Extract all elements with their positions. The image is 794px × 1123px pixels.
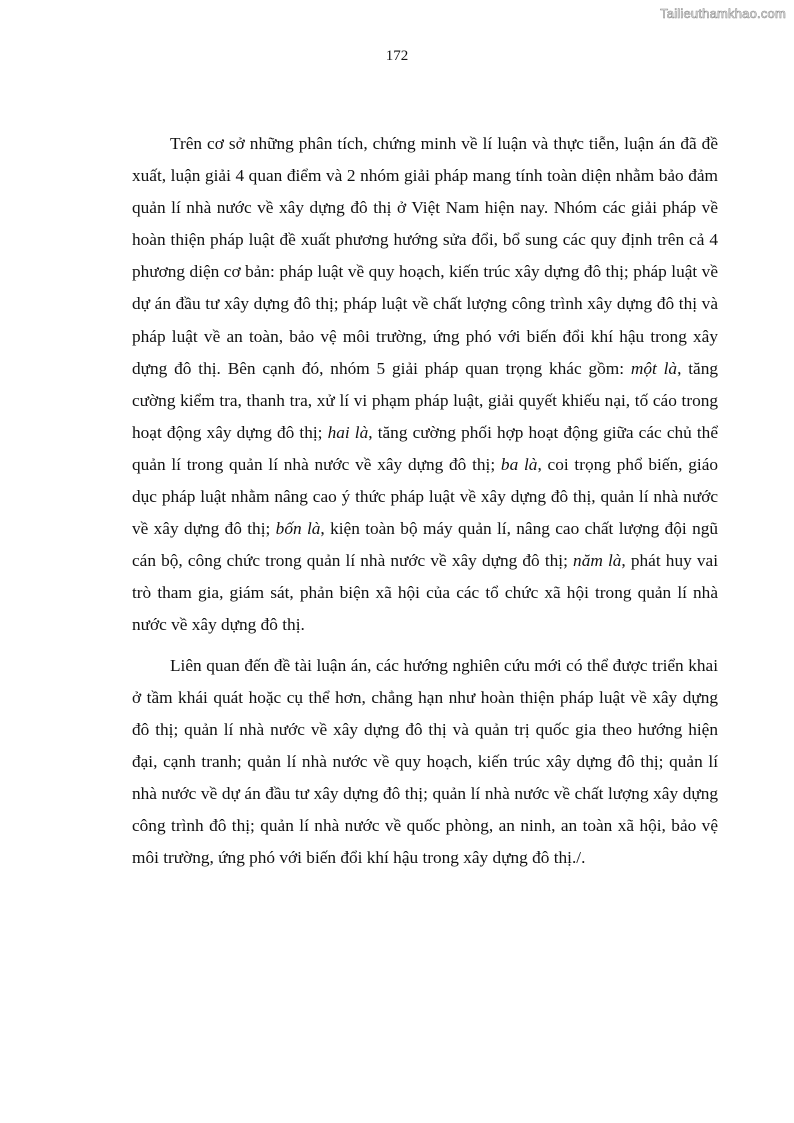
- paragraph-text: , tăng cường kiểm tra, thanh tra, xử lí vi phạm pháp luật, giải quyết khiếu nại, tố cáo trong hoạt động xây dựng đô thị;: [132, 358, 718, 442]
- paragraph-future-research: Liên quan đến đề tài luận án, các hướng nghiên cứu mới có thể được triển khai ở tầm khái quát hoặc cụ thể hơn, chẳng hạn như hoàn thiện pháp luật về xây dựng đô thị; quản lí nhà nước về xây dựng đô thị và quản trị quốc gia theo hướng hiện đại, cạnh tranh; quản lí nhà nước về quy hoạch, kiến trúc xây dựng đô thị; quản lí nhà nước về dự án đầu tư xây dựng đô thị; quản lí nhà nước về chất lượng xây dựng công trình đô thị; quản lí nhà nước về quốc phòng, an ninh, an toàn xã hội, bảo vệ môi trường, ứng phó với biến đổi khí hậu trong xây dựng đô thị./.: [132, 655, 718, 868]
- paragraph-conclusion-summary: [132, 128, 718, 642]
- paragraph-text: , phát huy vai trò tham gia, giám sát, phản biện xã hội của các tổ chức xã hội trong quản lí nhà nước về xây dựng đô thị.: [132, 551, 719, 635]
- paragraph-text: , tăng cường phối hợp hoạt động giữa các chủ thể quản lí trong quản lí nhà nước về xây dựng đô thị;: [132, 422, 718, 474]
- emphasis-mot-la: một là: [630, 358, 678, 378]
- emphasis-bon-la: bốn là: [275, 519, 321, 539]
- emphasis-hai-la: hai là: [327, 422, 369, 442]
- paragraph-text: Trên cơ sở những phân tích, chứng minh về lí luận và thực tiễn, luận án đã đề xuất, luận giải 4 quan điểm và 2 nhóm giải pháp mang tính toàn diện nhằm bảo đảm quản lí nhà nước về xây dựng đô thị ở Việt Nam hiện nay. Nhóm các giải pháp về hoàn thiện pháp luật đề xuất phương hướng sửa đổi, bổ sung các quy định trên cả 4 phương diện cơ bản: pháp luật về quy hoạch, kiến trúc xây dựng đô thị; pháp luật về dự án đầu tư xây dựng đô thị; pháp luật về chất lượng công trình xây dựng đô thị và pháp luật về an toàn, bảo vệ môi trường, ứng phó với biến đổi khí hậu trong xây dựng đô thị. Bên cạnh đó, nhóm 5 giải pháp quan trọng khác gồm:: [132, 134, 718, 378]
- emphasis-nam-la: năm là: [573, 551, 622, 571]
- document-body: [132, 128, 718, 874]
- watermark: Tailieuthamkhao.com: [660, 6, 786, 21]
- page-number: 172: [385, 48, 409, 64]
- paragraph-text: , kiện toàn bộ máy quản lí, nâng cao chất lượng đội ngũ cán bộ, công chức trong quản lí nhà nước về xây dựng đô thị;: [132, 519, 719, 571]
- emphasis-ba-la: ba là: [500, 454, 538, 474]
- paragraph-text: , coi trọng phổ biến, giáo dục pháp luật nhằm nâng cao ý thức pháp luật về xây dựng đô thị, quản lí nhà nước về xây dựng đô thị;: [132, 454, 719, 539]
